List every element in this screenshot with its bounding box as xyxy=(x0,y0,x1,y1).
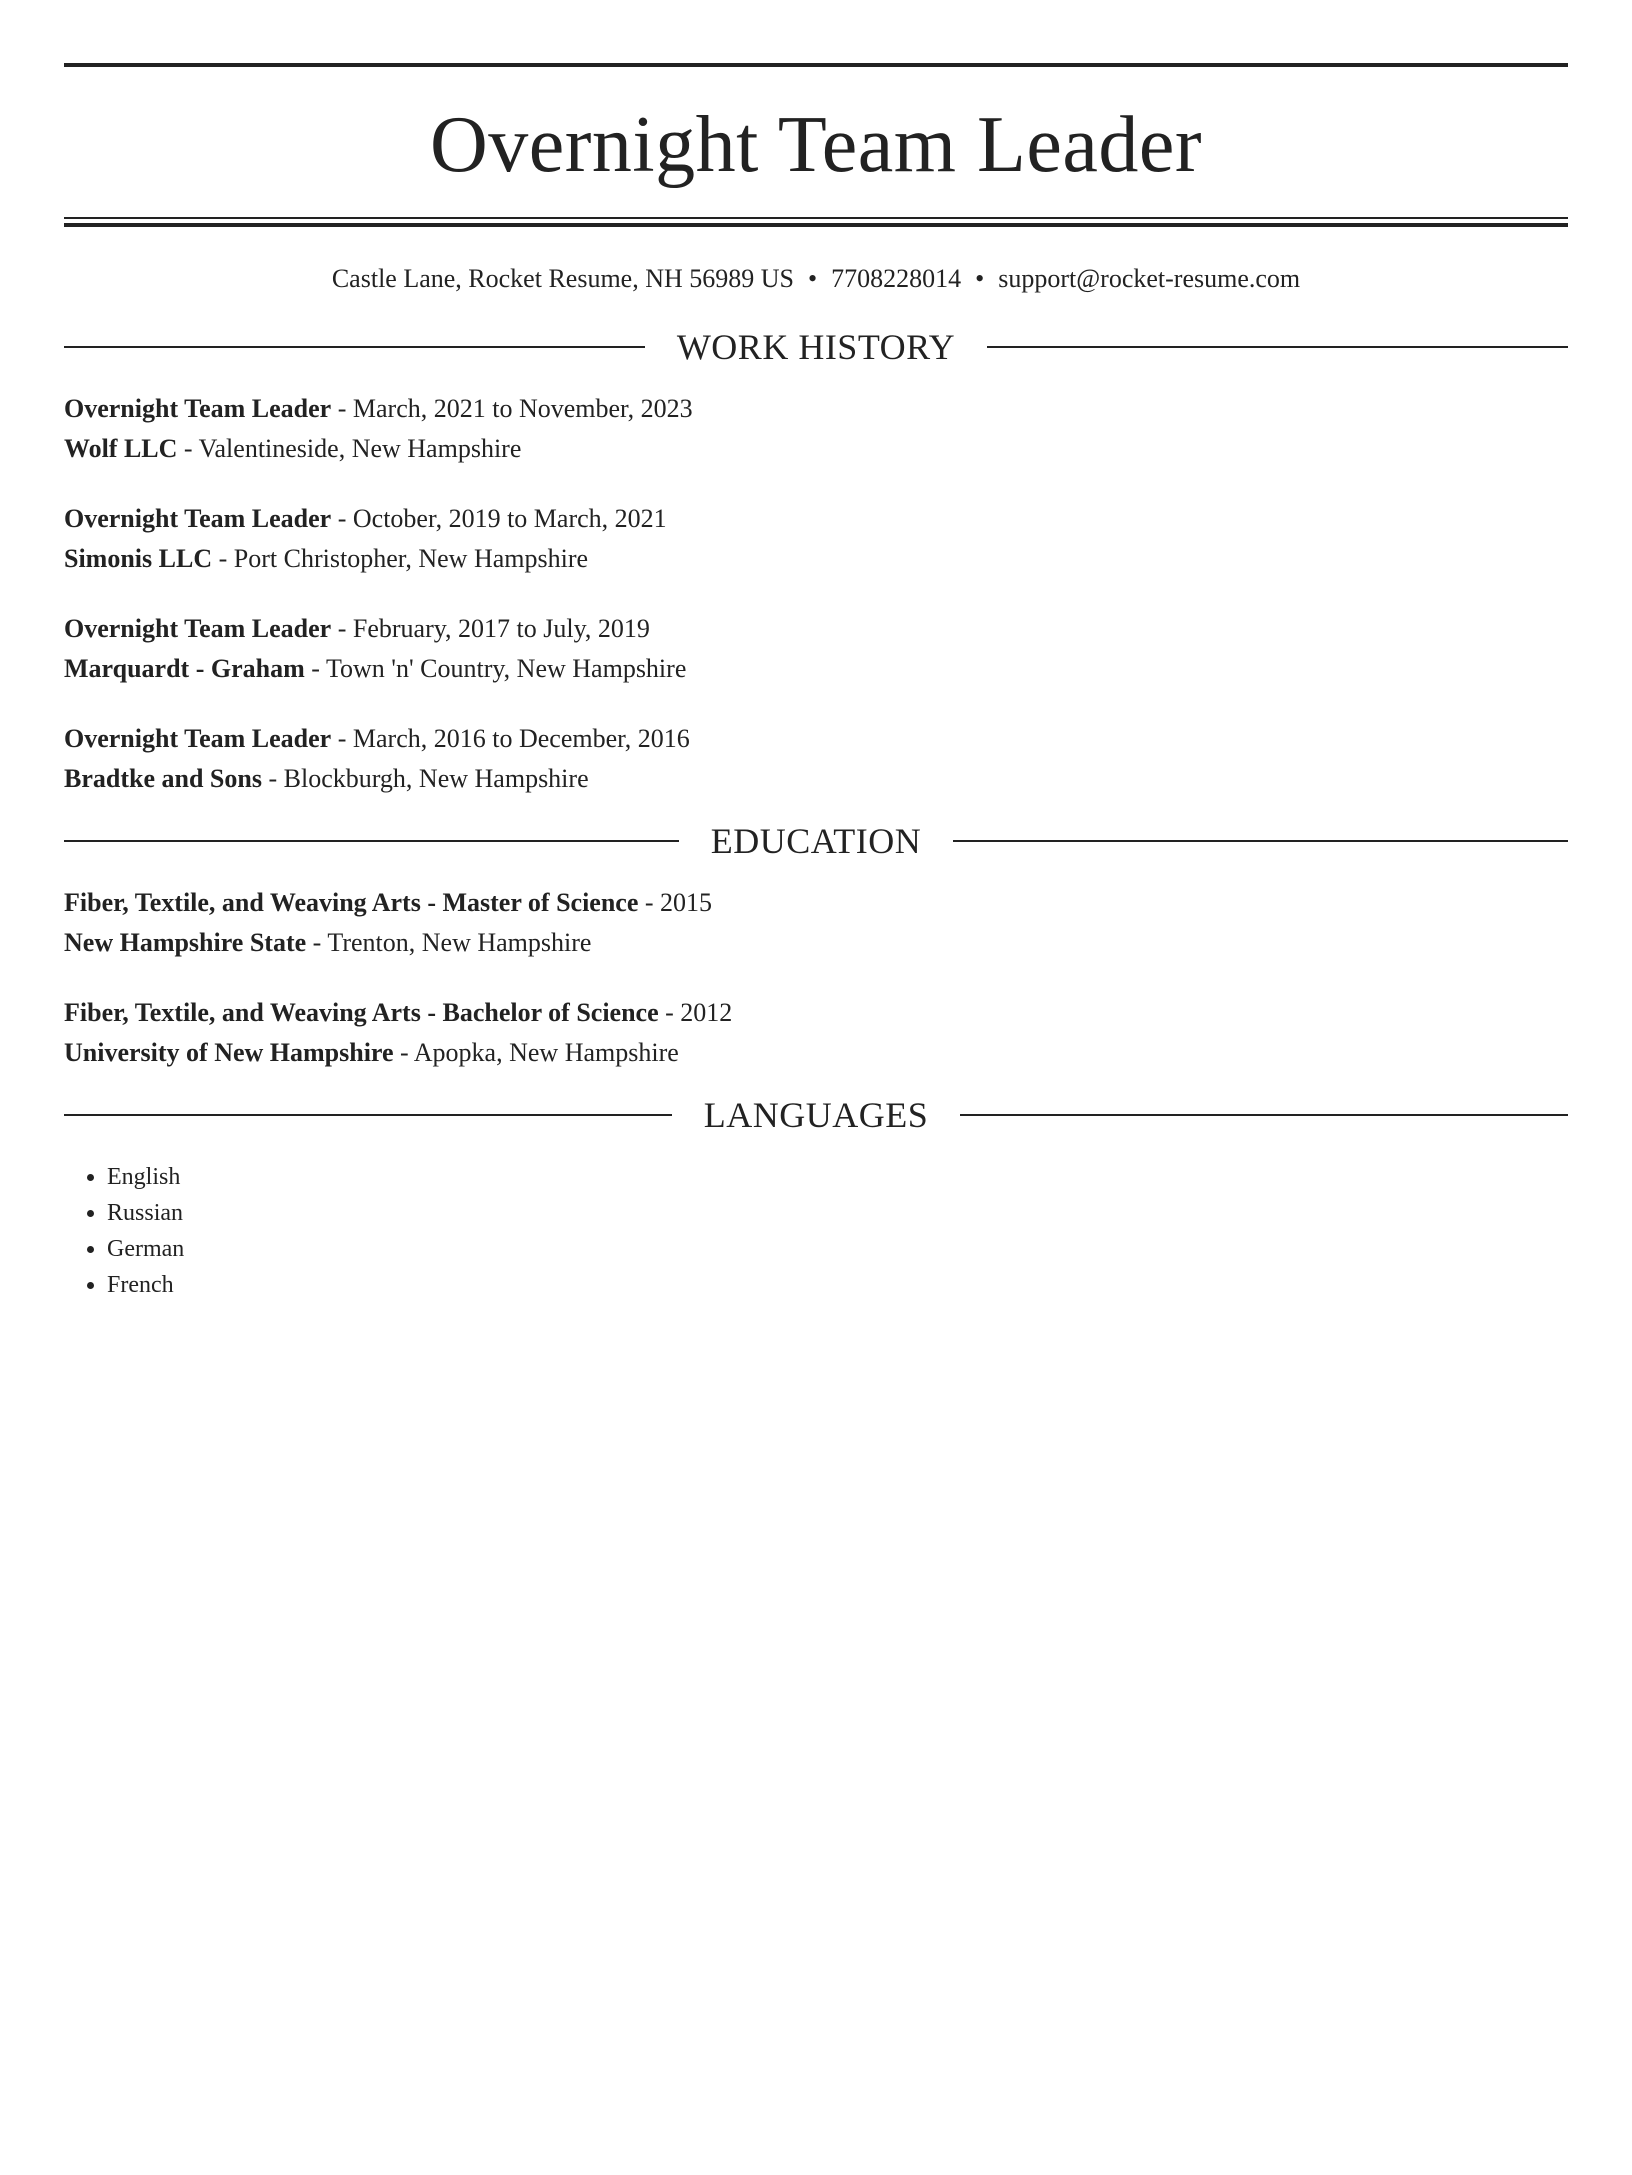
heading-rule-left xyxy=(64,346,645,348)
contact-email: support@rocket-resume.com xyxy=(998,264,1301,293)
company-name: Marquardt - Graham xyxy=(64,654,305,683)
language-item: • English xyxy=(107,1159,1568,1195)
job-dates: March, 2016 to December, 2016 xyxy=(352,724,690,753)
language-item: • German xyxy=(107,1231,1568,1267)
dash: - xyxy=(658,998,681,1027)
job-dates: October, 2019 to March, 2021 xyxy=(352,504,667,533)
dash: - xyxy=(304,654,326,683)
dash: - xyxy=(261,764,284,793)
resume-page xyxy=(0,63,1632,2175)
languages-list xyxy=(64,1159,1568,1303)
work-entry-company-line xyxy=(64,539,1568,579)
education-list xyxy=(64,883,1568,1073)
job-dates: February, 2017 to July, 2019 xyxy=(352,614,650,643)
dash: - xyxy=(393,1038,414,1067)
language-item: • Russian xyxy=(107,1195,1568,1231)
education-title: EDUCATION xyxy=(710,821,922,861)
dash: - xyxy=(331,614,353,643)
work-entry-company-line xyxy=(64,759,1568,799)
contact-address: Castle Lane, Rocket Resume, NH 56989 US xyxy=(331,264,794,293)
work-entry-title-line xyxy=(64,719,1568,759)
heading-rule-right xyxy=(953,840,1568,842)
dash: - xyxy=(306,928,328,957)
contact-separator: • xyxy=(808,264,818,293)
work-history-heading xyxy=(64,325,1568,369)
company-location: Valentineside, New Hampshire xyxy=(198,434,522,463)
job-title: Overnight Team Leader xyxy=(64,724,332,753)
education-entry xyxy=(64,883,1568,963)
company-location: Town 'n' Country, New Hampshire xyxy=(325,654,687,683)
language-item: • French xyxy=(107,1267,1568,1303)
work-history-list xyxy=(64,389,1568,799)
school-name: University of New Hampshire xyxy=(64,1038,394,1067)
education-degree-line xyxy=(64,993,1568,1033)
work-entry-title-line xyxy=(64,609,1568,649)
work-entry-company-line xyxy=(64,649,1568,689)
job-title: Overnight Team Leader xyxy=(64,614,332,643)
heading-rule-left xyxy=(64,1114,672,1116)
header-top-rule xyxy=(64,63,1568,67)
degree-name: Fiber, Textile, and Weaving Arts - Master of Science xyxy=(64,888,639,917)
work-entry-title-line xyxy=(64,499,1568,539)
company-name: Bradtke and Sons xyxy=(64,764,262,793)
heading-rule-right xyxy=(987,346,1568,348)
work-entry-title-line xyxy=(64,389,1568,429)
dash: - xyxy=(177,434,199,463)
school-name: New Hampshire State xyxy=(64,928,307,957)
work-entry xyxy=(64,389,1568,469)
languages-heading xyxy=(64,1093,1568,1137)
company-name: Simonis LLC xyxy=(64,544,213,573)
resume-name-title: Overnight Team Leader xyxy=(430,101,1202,189)
education-entry xyxy=(64,993,1568,1073)
languages-title: LANGUAGES xyxy=(703,1095,929,1135)
contact-phone: 7708228014 xyxy=(831,264,962,293)
education-heading xyxy=(64,819,1568,863)
contact-line xyxy=(64,263,1568,295)
dash: - xyxy=(212,544,234,573)
dash: - xyxy=(331,394,353,423)
heading-rule-right xyxy=(960,1114,1568,1116)
heading-rule-left xyxy=(64,840,679,842)
work-entry xyxy=(64,609,1568,689)
company-name: Wolf LLC xyxy=(64,434,178,463)
work-history-title: WORK HISTORY xyxy=(676,327,956,367)
job-title: Overnight Team Leader xyxy=(64,394,332,423)
work-entry-company-line xyxy=(64,429,1568,469)
dash: - xyxy=(638,888,661,917)
company-location: Blockburgh, New Hampshire xyxy=(283,764,589,793)
degree-name: Fiber, Textile, and Weaving Arts - Bachelor of Science xyxy=(64,998,659,1027)
degree-year: 2012 xyxy=(680,998,733,1027)
header-double-rule xyxy=(64,217,1568,227)
work-entry xyxy=(64,499,1568,579)
company-location: Port Christopher, New Hampshire xyxy=(233,544,589,573)
work-entry xyxy=(64,719,1568,799)
job-dates: March, 2021 to November, 2023 xyxy=(352,394,693,423)
contact-separator: • xyxy=(975,264,985,293)
school-location: Trenton, New Hampshire xyxy=(327,928,592,957)
job-title: Overnight Team Leader xyxy=(64,504,332,533)
degree-year: 2015 xyxy=(660,888,713,917)
dash: - xyxy=(331,724,353,753)
education-degree-line xyxy=(64,883,1568,923)
education-school-line xyxy=(64,1033,1568,1073)
dash: - xyxy=(331,504,353,533)
education-school-line xyxy=(64,923,1568,963)
school-location: Apopka, New Hampshire xyxy=(413,1038,679,1067)
